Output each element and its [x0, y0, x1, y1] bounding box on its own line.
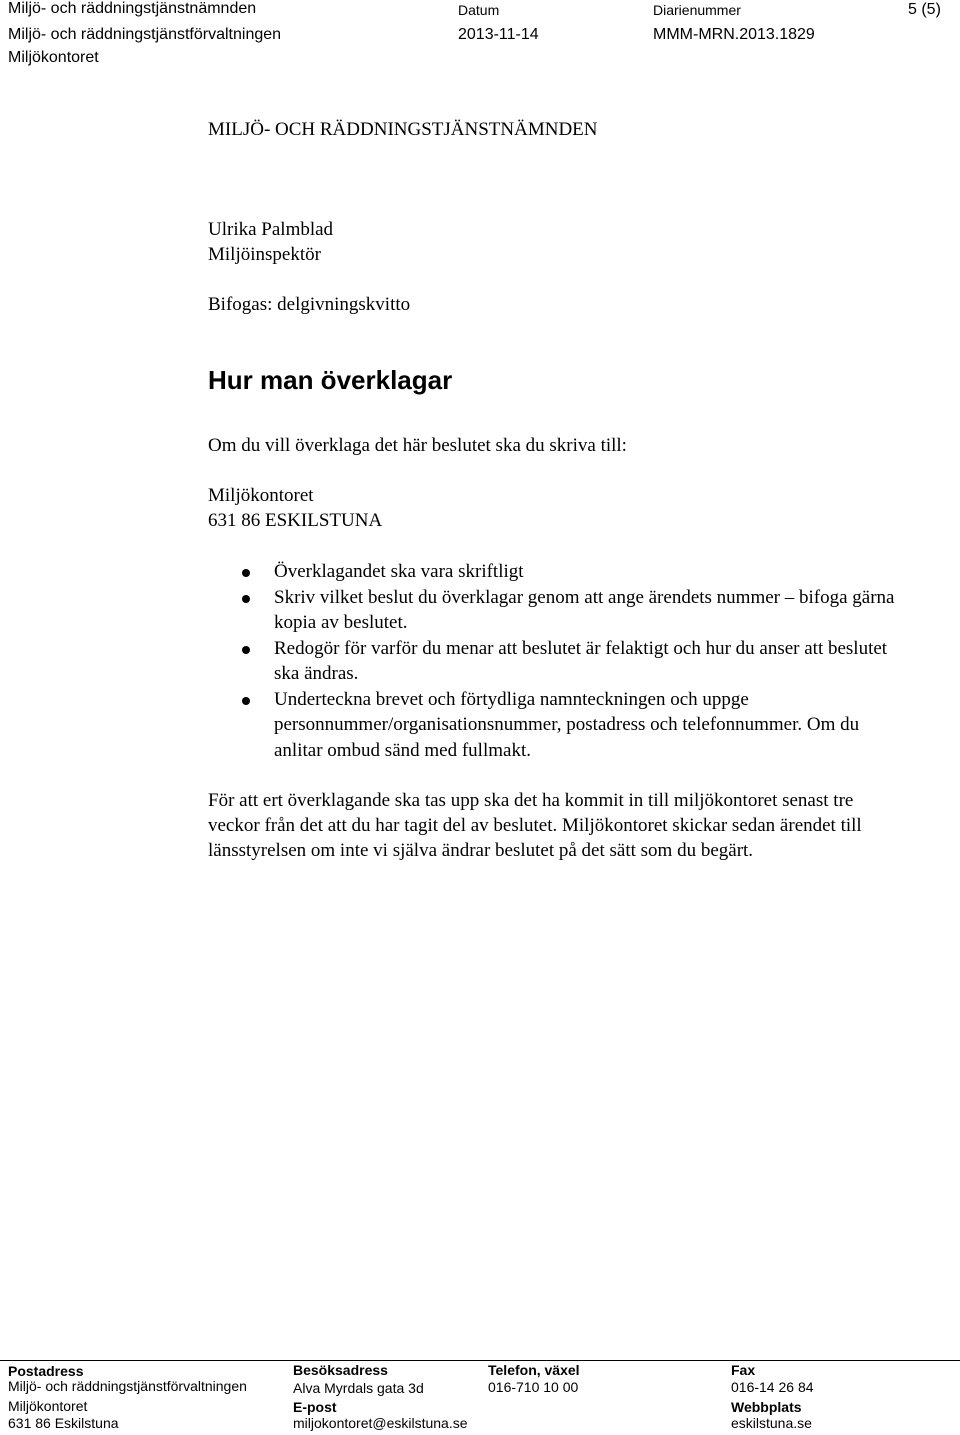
attachment-note: Bifogas: delgivningskvitto	[208, 294, 411, 315]
list-item: Skriv vilket beslut du överklagar genom att ange ärendets nummer – bifoga gärna kopia av beslutet.	[208, 585, 898, 636]
email-link[interactable]: miljokontoret@eskilstuna.se	[293, 1415, 468, 1431]
footer-divider	[0, 1360, 960, 1361]
list-item: Underteckna brevet och förtydliga namnteckningen och uppge personnummer/organisationsnummer, postadress och telefonnummer. Om du anlitar ombud sänd med fullmakt.	[208, 687, 898, 764]
signer-name: Ulrika Palmblad	[208, 219, 334, 240]
visit-value: Alva Myrdals gata 3d	[293, 1380, 424, 1396]
phone-value: 016-710 10 00	[488, 1379, 579, 1395]
fax-label: Fax	[731, 1362, 756, 1378]
address-line-2: 631 86 ESKILSTUNA	[208, 510, 383, 531]
web-label: Webbplats	[731, 1399, 802, 1415]
date-value: 2013-11-14	[458, 26, 539, 43]
appeal-instructions	[208, 559, 898, 763]
bullet-icon	[242, 595, 250, 603]
web-link[interactable]: eskilstuna.se	[731, 1415, 812, 1431]
diary-label: Diarienummer	[653, 2, 741, 18]
diary-value: MMM-MRN.2013.1829	[653, 26, 815, 43]
bullet-icon	[242, 646, 250, 654]
bullet-icon	[242, 569, 250, 577]
list-item: Redogör för varför du menar att beslutet är felaktigt och hur du anser att beslutet ska ändras.	[208, 636, 898, 687]
signer-title: Miljöinspektör	[208, 244, 321, 265]
phone-label: Telefon, växel	[488, 1362, 580, 1378]
postal-line-2: Miljökontoret	[8, 1398, 88, 1414]
postal-label: Postadress	[8, 1363, 84, 1379]
postal-line-3: 631 86 Eskilstuna	[8, 1415, 119, 1431]
board-title: MILJÖ- OCH RÄDDNINGSTJÄNSTNÄMNDEN	[208, 119, 598, 140]
page-number: 5 (5)	[908, 1, 941, 18]
org-line-3: Miljökontoret	[8, 49, 99, 66]
date-label: Datum	[458, 2, 500, 18]
closing-paragraph: För att ert överklagande ska tas upp ska det ha kommit in till miljökontoret senast tre veckor från det att du har tagit del av beslutet. Miljökontoret skickar sedan ärendet till länsstyrelsen om inte vi själva ändrar beslutet på det sätt som du begärt.	[208, 790, 862, 861]
appeal-heading: Hur man överklagar	[208, 365, 453, 395]
email-label: E-post	[293, 1399, 337, 1415]
org-line-1: Miljö- och räddningstjänstnämnden	[8, 0, 257, 17]
org-line-2: Miljö- och räddningstjänstförvaltningen	[8, 26, 282, 43]
postal-line-1: Miljö- och räddningstjänstförvaltningen	[8, 1378, 247, 1394]
list-item: Överklagandet ska vara skriftligt	[208, 559, 898, 585]
address-line-1: Miljökontoret	[208, 485, 314, 506]
visit-label: Besöksadress	[293, 1362, 388, 1378]
bullet-icon	[242, 697, 250, 705]
fax-value: 016-14 26 84	[731, 1379, 814, 1395]
appeal-intro: Om du vill överklaga det här beslutet ska du skriva till:	[208, 435, 627, 456]
